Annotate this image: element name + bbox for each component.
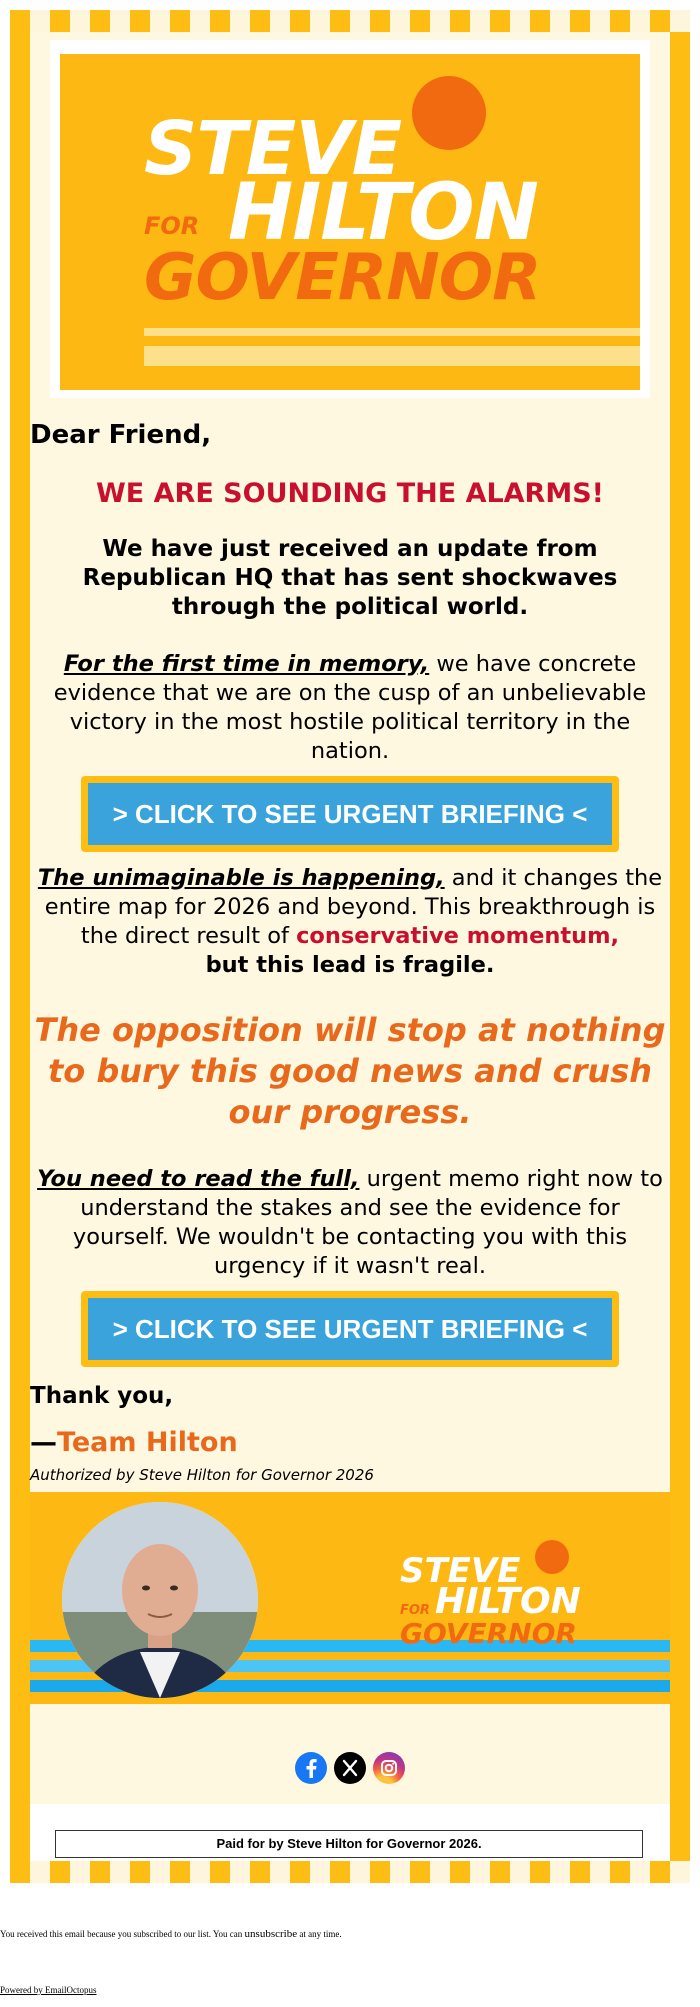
paragraph-first-time [30,650,670,766]
lead-phrase: You need to read the full, [37,1166,360,1192]
signature [30,1427,670,1458]
powered-by-link[interactable]: Powered by EmailOctopus [0,1985,97,1995]
logo-steve: STEVE [400,1551,521,1591]
email-panel [30,32,670,1861]
update-text: We have just received an update from Republican HQ that has sent shockwaves through the political world. [82,536,618,620]
highlight-text: conservative momentum, [296,923,620,949]
paragraph-text: we have concrete evidence that we are on the cusp of an unbelievable victory in the most hostile political territory in the nation. [53,651,647,764]
subscription-notice [0,1928,342,1940]
fragile-text: but this lead is fragile. [205,952,495,978]
logo-hilton: HILTON [435,1581,581,1622]
facebook-icon[interactable] [295,1752,327,1784]
campaign-logo [60,54,640,390]
urgent-briefing-button[interactable] [81,1291,619,1367]
urgent-briefing-button[interactable] [81,776,619,852]
logo-bar [144,346,640,366]
lead-phrase: For the first time in memory, [63,651,430,677]
logo-governor: GOVERNOR [400,1617,577,1650]
alarm-heading: WE ARE SOUNDING THE ALARMS! [96,478,604,509]
paragraph-text: and it changes the entire map for 2026 and beyond. This breakthrough is the direct result of [44,865,663,949]
paragraph-text: urgent memo right now to understand the stakes and see the evidence for yourself. We wouldn't be contacting you with this urgency if it wasn't real. [72,1166,663,1279]
bottom-stripes [10,1861,690,1883]
logo-for: FOR [144,212,200,240]
signature-dash: — [30,1427,57,1458]
logo-governor: GOVERNOR [144,241,541,315]
cta-label: > CLICK TO SEE URGENT BRIEFING < [88,783,612,845]
sun-circle [412,76,486,150]
email-body [30,420,670,1484]
lead-phrase: The unimaginable is happening, [37,865,445,891]
email-frame [10,10,690,1883]
candidate-photo [62,1502,258,1698]
paragraph-read-memo [30,1165,670,1281]
footer-banner [30,1492,670,1704]
opposition-callout: The opposition will stop at nothing to bury this good news and crush our progress. [34,1011,666,1131]
instagram-icon[interactable] [373,1752,405,1784]
signature-name: Team Hilton [57,1427,238,1458]
sun-circle [535,1540,569,1574]
logo-for: FOR [400,1603,430,1618]
notice-text: You received this email because you subscribed to our list. You can [0,1929,245,1939]
paragraph-unimaginable [30,864,670,980]
x-icon[interactable] [334,1752,366,1784]
greeting: Dear Friend, [30,420,212,450]
logo-hilton: HILTON [228,168,538,258]
paid-for-section [30,1804,670,1861]
top-stripes [10,10,690,32]
paid-for-disclaimer: Paid for by Steve Hilton for Governor 2026. [55,1830,643,1858]
authorized-line: Authorized by Steve Hilton for Governor 2026 [30,1466,374,1484]
social-links [30,1752,670,1792]
thanks: Thank you, [30,1383,174,1409]
logo-steve: STEVE [144,106,402,192]
cta-label: > CLICK TO SEE URGENT BRIEFING < [88,1298,612,1360]
unsubscribe-link[interactable]: unsubscribe [244,1928,298,1940]
logo-bar [144,328,640,336]
header-logo-wrap [50,40,650,398]
notice-text-end: at any time. [297,1929,342,1939]
